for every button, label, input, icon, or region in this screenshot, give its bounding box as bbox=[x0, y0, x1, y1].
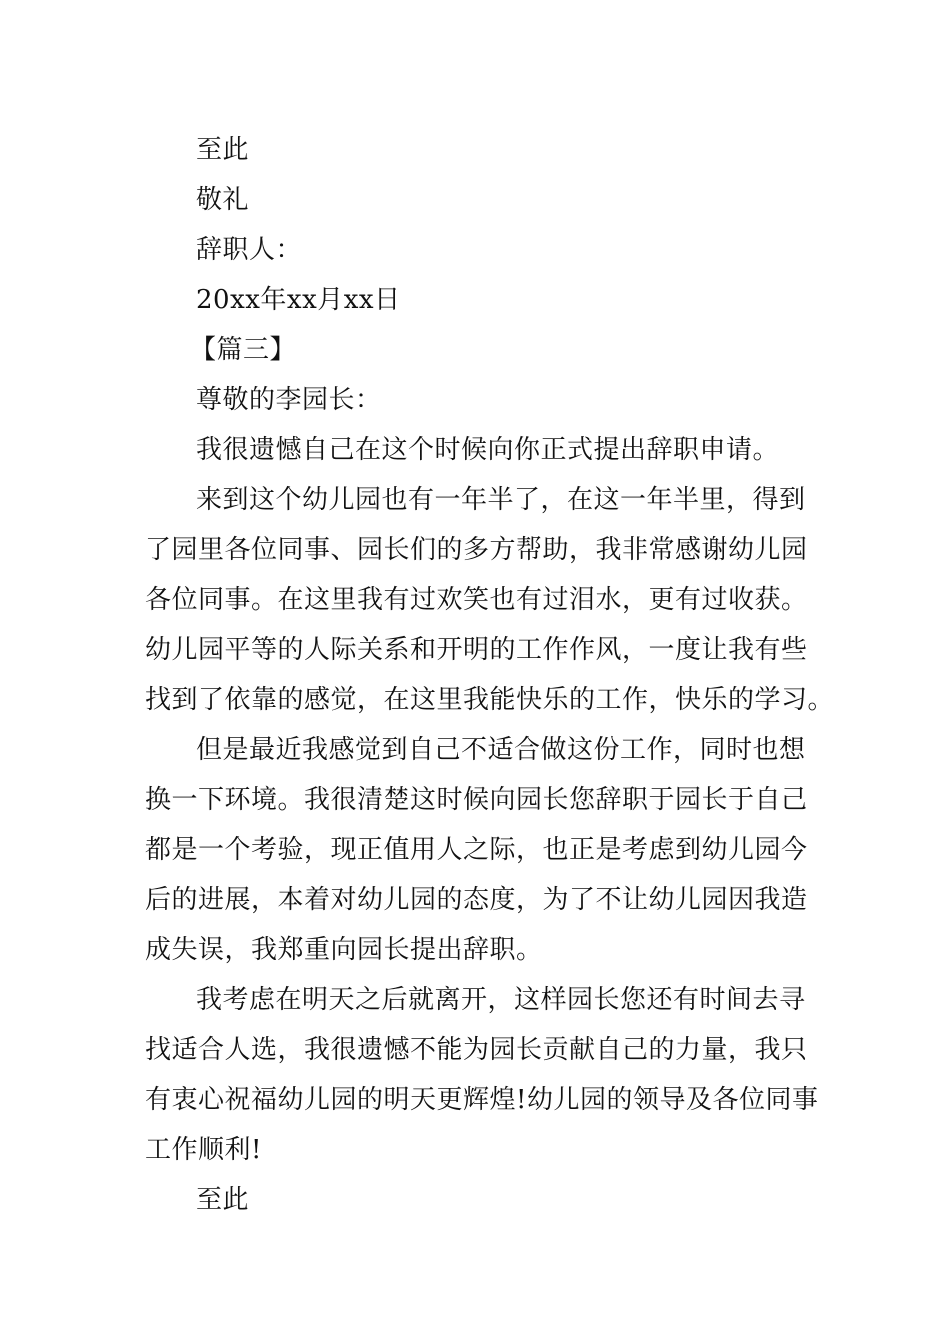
section-heading: 【篇三】 bbox=[190, 335, 297, 365]
paragraph-2-line-5: 找到了依靠的感觉，在这里我能快乐的工作，快乐的学习。 bbox=[145, 685, 835, 715]
paragraph-2-line-2: 了园里各位同事、园长们的多方帮助，我非常感谢幼儿园 bbox=[145, 535, 808, 565]
paragraph-2-line-4: 幼儿园平等的人际关系和开明的工作作风，一度让我有些 bbox=[145, 635, 808, 665]
paragraph-3-line-2: 换一下环境。我很清楚这时候向园长您辞职于园长于自己 bbox=[145, 785, 808, 815]
paragraph-3-line-3: 都是一个考验，现正值用人之际，也正是考虑到幼儿园今 bbox=[145, 835, 808, 865]
paragraph-1-line-1: 我很遗憾自己在这个时候向你正式提出辞职申请。 bbox=[196, 435, 780, 465]
paragraph-3-line-1: 但是最近我感觉到自己不适合做这份工作，同时也想 bbox=[196, 735, 806, 765]
closing-line-2: 至此 bbox=[196, 1185, 250, 1215]
paragraph-4-line-2: 找适合人选，我很遗憾不能为园长贡献自己的力量，我只 bbox=[145, 1035, 808, 1065]
paragraph-2-line-1: 来到这个幼儿园也有一年半了，在这一年半里，得到 bbox=[196, 485, 806, 515]
date-line: 20xx年xx月xx日 bbox=[196, 285, 401, 315]
paragraph-3-line-5: 成失误，我郑重向园长提出辞职。 bbox=[145, 935, 543, 965]
paragraph-4-line-1: 我考虑在明天之后就离开，这样园长您还有时间去寻 bbox=[196, 985, 806, 1015]
closing-line: 至此 bbox=[196, 135, 250, 165]
salutation-line: 尊敬的李园长： bbox=[196, 385, 382, 415]
paragraph-4-line-3: 有衷心祝福幼儿园的明天更辉煌!幼儿园的领导及各位同事 bbox=[145, 1085, 819, 1115]
regards-line: 敬礼 bbox=[196, 185, 250, 215]
resigner-line: 辞职人： bbox=[196, 235, 303, 265]
paragraph-2-line-3: 各位同事。在这里我有过欢笑也有过泪水，更有过收获。 bbox=[145, 585, 808, 615]
paragraph-4-line-4: 工作顺利! bbox=[145, 1135, 262, 1165]
paragraph-3-line-4: 后的进展，本着对幼儿园的态度，为了不让幼儿园因我造 bbox=[145, 885, 808, 915]
